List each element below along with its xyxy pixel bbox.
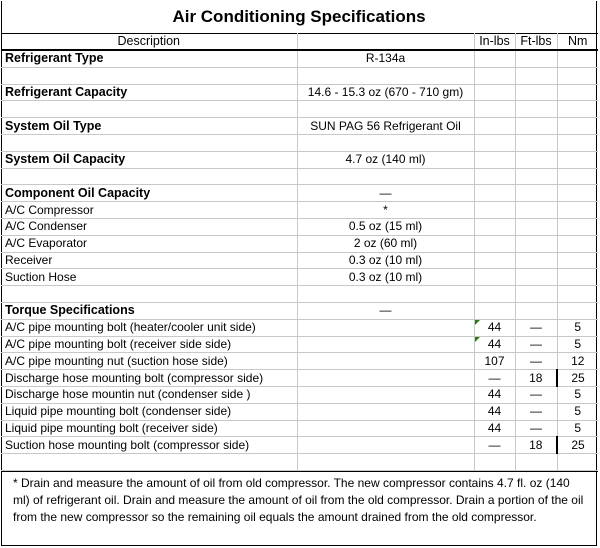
row-value[interactable] bbox=[297, 286, 474, 303]
row-nm[interactable]: 5 bbox=[557, 403, 598, 420]
row-value[interactable] bbox=[297, 370, 474, 387]
row-nm[interactable] bbox=[557, 185, 598, 202]
table-row bbox=[1, 134, 598, 151]
row-ft-lbs[interactable] bbox=[515, 84, 557, 101]
row-label[interactable] bbox=[1, 134, 297, 151]
row-in-lbs[interactable]: 107 bbox=[474, 353, 515, 370]
row-value[interactable] bbox=[297, 420, 474, 437]
row-nm[interactable]: 25 bbox=[557, 370, 598, 387]
row-nm[interactable] bbox=[557, 269, 598, 286]
row-label[interactable] bbox=[1, 454, 297, 471]
row-value[interactable]: R-134a bbox=[297, 50, 474, 67]
table-row bbox=[1, 101, 598, 118]
row-label[interactable]: Discharge hose mounting bolt (compressor side) bbox=[1, 370, 297, 387]
table-row bbox=[1, 118, 598, 135]
row-value[interactable]: 0.3 oz (10 ml) bbox=[297, 269, 474, 286]
row-label[interactable]: A/C Condenser bbox=[1, 218, 297, 235]
row-in-lbs[interactable] bbox=[474, 235, 515, 252]
row-nm[interactable] bbox=[557, 252, 598, 269]
row-ft-lbs[interactable]: — bbox=[515, 420, 557, 437]
row-nm[interactable] bbox=[557, 84, 598, 101]
header-in-lbs: In-lbs bbox=[474, 34, 515, 51]
row-in-lbs[interactable] bbox=[474, 302, 515, 319]
row-ft-lbs[interactable] bbox=[515, 118, 557, 135]
table-row bbox=[1, 202, 598, 219]
row-label[interactable]: System Oil Type bbox=[1, 118, 297, 135]
row-label[interactable] bbox=[1, 101, 297, 118]
row-in-lbs[interactable]: 44 bbox=[474, 386, 515, 403]
row-value[interactable]: 0.5 oz (15 ml) bbox=[297, 218, 474, 235]
row-value[interactable]: — bbox=[297, 185, 474, 202]
row-value[interactable] bbox=[297, 353, 474, 370]
row-value[interactable]: * bbox=[297, 202, 474, 219]
row-label[interactable]: Discharge hose mountin nut (condenser side ) bbox=[1, 386, 297, 403]
row-label[interactable]: A/C pipe mounting nut (suction hose side) bbox=[1, 353, 297, 370]
row-in-lbs[interactable]: — bbox=[474, 437, 515, 454]
row-value[interactable] bbox=[297, 168, 474, 185]
table-row bbox=[1, 437, 598, 454]
row-value[interactable] bbox=[297, 386, 474, 403]
row-nm[interactable] bbox=[557, 50, 598, 67]
spec-table bbox=[1, 33, 598, 471]
row-label[interactable]: A/C Evaporator bbox=[1, 235, 297, 252]
row-label[interactable]: A/C Compressor bbox=[1, 202, 297, 219]
row-in-lbs[interactable] bbox=[474, 151, 515, 168]
row-ft-lbs[interactable] bbox=[515, 252, 557, 269]
row-label[interactable]: A/C pipe mounting bolt (heater/cooler unit side) bbox=[1, 319, 297, 336]
footnote: * Drain and measure the amount of oil from old compressor. The new compressor contains 4.7 fl. oz (140 ml) of refrigerant oil. Drain and measure the amount of oil from the old compressor. Drain a portion of the oil from the new compressor so the remaining oil equals the amount drained from the old compressor. bbox=[1, 471, 598, 546]
row-ft-lbs[interactable]: — bbox=[515, 386, 557, 403]
row-value[interactable]: 14.6 - 15.3 oz (670 - 710 gm) bbox=[297, 84, 474, 101]
row-ft-lbs[interactable]: 18 bbox=[515, 370, 557, 387]
row-value[interactable]: 0.3 oz (10 ml) bbox=[297, 252, 474, 269]
row-ft-lbs[interactable] bbox=[515, 302, 557, 319]
table-row bbox=[1, 454, 598, 471]
row-in-lbs[interactable] bbox=[474, 118, 515, 135]
row-label[interactable]: Receiver bbox=[1, 252, 297, 269]
row-in-lbs[interactable] bbox=[474, 84, 515, 101]
row-in-lbs[interactable] bbox=[474, 185, 515, 202]
row-nm[interactable] bbox=[557, 118, 598, 135]
row-label[interactable]: Refrigerant Type bbox=[1, 50, 297, 67]
row-label[interactable]: Refrigerant Capacity bbox=[1, 84, 297, 101]
row-in-lbs[interactable] bbox=[474, 218, 515, 235]
row-in-lbs[interactable] bbox=[474, 286, 515, 303]
row-nm[interactable]: 12 bbox=[557, 353, 598, 370]
row-ft-lbs[interactable]: — bbox=[515, 353, 557, 370]
table-row bbox=[1, 235, 598, 252]
header-ft-lbs: Ft-lbs bbox=[515, 34, 557, 51]
row-in-lbs[interactable]: — bbox=[474, 370, 515, 387]
row-ft-lbs[interactable] bbox=[515, 286, 557, 303]
row-in-lbs[interactable]: 44 bbox=[474, 319, 515, 336]
row-ft-lbs[interactable] bbox=[515, 185, 557, 202]
row-label[interactable] bbox=[1, 168, 297, 185]
row-nm[interactable]: 5 bbox=[557, 336, 598, 353]
table-row bbox=[1, 336, 598, 353]
row-nm[interactable] bbox=[557, 151, 598, 168]
row-in-lbs[interactable] bbox=[474, 101, 515, 118]
row-label[interactable] bbox=[1, 286, 297, 303]
row-in-lbs[interactable] bbox=[474, 168, 515, 185]
row-ft-lbs[interactable]: — bbox=[515, 336, 557, 353]
row-in-lbs[interactable] bbox=[474, 454, 515, 471]
row-label[interactable]: Liquid pipe mounting bolt (condenser side) bbox=[1, 403, 297, 420]
row-in-lbs[interactable] bbox=[474, 202, 515, 219]
header-nm: Nm bbox=[557, 34, 598, 51]
row-ft-lbs[interactable] bbox=[515, 134, 557, 151]
row-in-lbs[interactable]: 44 bbox=[474, 403, 515, 420]
comment-marker-icon bbox=[475, 320, 480, 325]
row-ft-lbs[interactable] bbox=[515, 235, 557, 252]
row-value[interactable] bbox=[297, 437, 474, 454]
table-row bbox=[1, 269, 598, 286]
row-nm[interactable] bbox=[557, 168, 598, 185]
row-nm[interactable]: 5 bbox=[557, 386, 598, 403]
row-label[interactable]: Component Oil Capacity bbox=[1, 185, 297, 202]
row-in-lbs[interactable] bbox=[474, 67, 515, 84]
row-label[interactable]: Torque Specifications bbox=[1, 302, 297, 319]
row-ft-lbs[interactable] bbox=[515, 101, 557, 118]
row-value[interactable] bbox=[297, 336, 474, 353]
row-value[interactable] bbox=[297, 134, 474, 151]
row-nm[interactable] bbox=[557, 235, 598, 252]
row-label[interactable]: Suction hose mounting bolt (compressor side) bbox=[1, 437, 297, 454]
table-row bbox=[1, 353, 598, 370]
row-nm[interactable] bbox=[557, 218, 598, 235]
table-row bbox=[1, 151, 598, 168]
header-description: Description bbox=[1, 34, 297, 51]
table-row bbox=[1, 403, 598, 420]
table-row bbox=[1, 420, 598, 437]
table-row bbox=[1, 168, 598, 185]
row-nm[interactable] bbox=[557, 454, 598, 471]
row-nm[interactable] bbox=[557, 302, 598, 319]
row-in-lbs[interactable] bbox=[474, 252, 515, 269]
table-row bbox=[1, 370, 598, 387]
row-ft-lbs[interactable]: — bbox=[515, 403, 557, 420]
row-ft-lbs[interactable]: — bbox=[515, 319, 557, 336]
row-value[interactable] bbox=[297, 67, 474, 84]
row-ft-lbs[interactable] bbox=[515, 454, 557, 471]
row-value[interactable] bbox=[297, 101, 474, 118]
row-value[interactable]: 2 oz (60 ml) bbox=[297, 235, 474, 252]
table-row bbox=[1, 252, 598, 269]
row-ft-lbs[interactable] bbox=[515, 50, 557, 67]
page-title: Air Conditioning Specifications bbox=[172, 7, 426, 26]
header-row bbox=[1, 34, 598, 51]
row-nm[interactable]: 5 bbox=[557, 319, 598, 336]
row-value[interactable]: SUN PAG 56 Refrigerant Oil bbox=[297, 118, 474, 135]
row-ft-lbs[interactable] bbox=[515, 168, 557, 185]
table-row bbox=[1, 319, 598, 336]
table-row bbox=[1, 386, 598, 403]
row-label[interactable]: Suction Hose bbox=[1, 269, 297, 286]
row-ft-lbs[interactable]: 18 bbox=[515, 437, 557, 454]
row-value[interactable]: 4.7 oz (140 ml) bbox=[297, 151, 474, 168]
row-in-lbs[interactable] bbox=[474, 269, 515, 286]
row-value[interactable] bbox=[297, 403, 474, 420]
row-ft-lbs[interactable] bbox=[515, 67, 557, 84]
row-nm[interactable]: 5 bbox=[557, 420, 598, 437]
row-value[interactable] bbox=[297, 319, 474, 336]
row-label[interactable]: A/C pipe mounting bolt (receiver side side) bbox=[1, 336, 297, 353]
table-row bbox=[1, 84, 598, 101]
row-label[interactable]: Liquid pipe mounting bolt (receiver side) bbox=[1, 420, 297, 437]
table-row bbox=[1, 185, 598, 202]
row-ft-lbs[interactable] bbox=[515, 218, 557, 235]
row-in-lbs[interactable]: 44 bbox=[474, 336, 515, 353]
row-in-lbs[interactable]: 44 bbox=[474, 420, 515, 437]
row-ft-lbs[interactable] bbox=[515, 151, 557, 168]
row-nm[interactable] bbox=[557, 202, 598, 219]
row-nm[interactable] bbox=[557, 134, 598, 151]
row-ft-lbs[interactable] bbox=[515, 269, 557, 286]
header-value bbox=[297, 34, 474, 51]
row-label[interactable]: System Oil Capacity bbox=[1, 151, 297, 168]
table-row bbox=[1, 67, 598, 84]
row-nm[interactable]: 25 bbox=[557, 437, 598, 454]
table-row bbox=[1, 218, 598, 235]
table-row bbox=[1, 302, 598, 319]
row-value[interactable]: — bbox=[297, 302, 474, 319]
row-in-lbs[interactable] bbox=[474, 134, 515, 151]
row-nm[interactable] bbox=[557, 101, 598, 118]
comment-marker-icon bbox=[475, 337, 480, 342]
row-label[interactable] bbox=[1, 67, 297, 84]
row-in-lbs[interactable] bbox=[474, 50, 515, 67]
row-value[interactable] bbox=[297, 454, 474, 471]
table-row bbox=[1, 286, 598, 303]
row-nm[interactable] bbox=[557, 286, 598, 303]
row-nm[interactable] bbox=[557, 67, 598, 84]
table-row bbox=[1, 50, 598, 67]
row-ft-lbs[interactable] bbox=[515, 202, 557, 219]
